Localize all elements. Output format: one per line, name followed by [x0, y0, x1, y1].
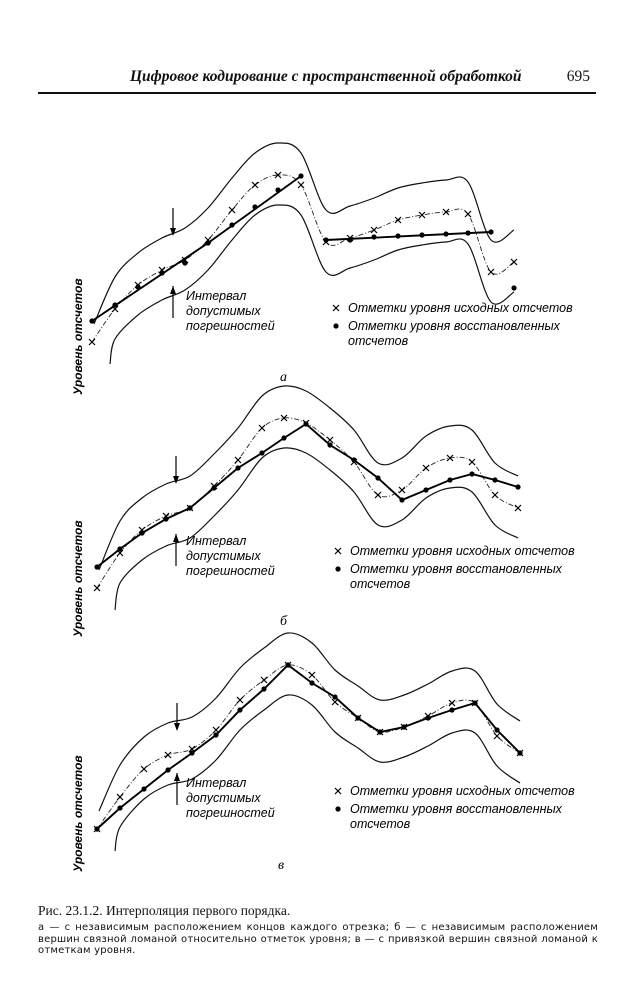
- legend-x-mark: [335, 788, 341, 794]
- restored-sample-dot: [517, 750, 522, 755]
- running-title: Цифровое кодирование с пространственной обработкой: [130, 68, 522, 85]
- legend-restored-label: Отметки уровня восстановленных: [350, 562, 562, 576]
- interval-label-line: Интервал: [186, 534, 247, 548]
- caption-title: Рис. 23.1.2. Интерполяция первого порядка.: [38, 903, 291, 918]
- panel-label: а: [280, 370, 287, 385]
- original-sample-x-mark: [494, 733, 500, 739]
- restored-sample-dot: [165, 767, 170, 772]
- legend-restored-label: отсчетов: [350, 817, 411, 831]
- original-sample-x-mark: [117, 794, 123, 800]
- page-number: 695: [566, 68, 590, 85]
- restored-sample-dot: [94, 826, 99, 831]
- legend: [335, 784, 575, 831]
- legend-original-label: Отметки уровня исходных отсчетов: [350, 544, 575, 558]
- original-sample-x-mark: [449, 700, 455, 706]
- restored-sample-dot: [449, 707, 454, 712]
- legend-restored-label: Отметки уровня восстановленных: [348, 319, 560, 333]
- legend-restored-label: отсчетов: [350, 577, 411, 591]
- restored-sample-dot: [237, 707, 242, 712]
- original-sample-x-mark: [213, 727, 219, 733]
- arrowhead: [174, 773, 180, 781]
- caption-text: а — с независимым расположением концов каждого отрезка; б — с независимым расположением вершин связной ломаной относительно отметок уровня; в — с привязкой вершин связной ломаной к отметкам уровня.: [38, 922, 598, 956]
- original-sample-x-mark: [332, 699, 338, 705]
- panel-label: в: [278, 858, 285, 873]
- interval-label-line: Интервал: [186, 289, 247, 303]
- legend-dot-mark: [335, 806, 340, 811]
- tolerance-lower-bound: [115, 695, 520, 851]
- restored-sample-dot: [472, 700, 477, 705]
- restored-sample-dot: [213, 732, 218, 737]
- restored-sample-dot: [285, 662, 290, 667]
- legend-restored-label: Отметки уровня восстановленных: [350, 802, 562, 816]
- y-axis-label: Уровень отсчетов: [71, 278, 85, 395]
- panel-label: б: [280, 614, 288, 629]
- legend-restored-label: отсчетов: [348, 334, 409, 348]
- restored-sample-dot: [332, 694, 337, 699]
- legend-original-label: Отметки уровня исходных отсчетов: [350, 784, 575, 798]
- original-sample-x-mark: [237, 697, 243, 703]
- interval-label-line: погрешностей: [186, 319, 275, 333]
- legend-original-label: Отметки уровня исходных отсчетов: [348, 301, 573, 315]
- restored-sample-dot: [355, 715, 360, 720]
- original-sample-x-mark: [309, 672, 315, 678]
- restored-sample-dot: [377, 729, 382, 734]
- figure-caption: [38, 903, 598, 957]
- restored-sample-dot: [401, 724, 406, 729]
- y-axis-label: Уровень отсчетов: [71, 520, 85, 637]
- interval-label-line: допустимых: [186, 791, 261, 805]
- interval-label-line: допустимых: [186, 549, 261, 563]
- y-axis-label: Уровень отсчетов: [71, 755, 85, 872]
- interval-label-line: допустимых: [186, 304, 261, 318]
- restored-sample-dot: [309, 680, 314, 685]
- original-sample-x-mark: [165, 752, 171, 758]
- restored-sample-dot: [117, 805, 122, 810]
- interval-label-line: Интервал: [186, 776, 247, 790]
- original-sample-x-mark: [141, 766, 147, 772]
- restored-sample-dot: [261, 686, 266, 691]
- original-sample-x-mark: [261, 677, 267, 683]
- interval-label-line: погрешностей: [186, 806, 275, 820]
- restored-sample-dot: [494, 727, 499, 732]
- restored-sample-dot: [141, 786, 146, 791]
- arrowhead: [174, 723, 180, 731]
- interval-label-line: погрешностей: [186, 564, 275, 578]
- restored-sample-dot: [189, 750, 194, 755]
- restored-sample-dot: [425, 715, 430, 720]
